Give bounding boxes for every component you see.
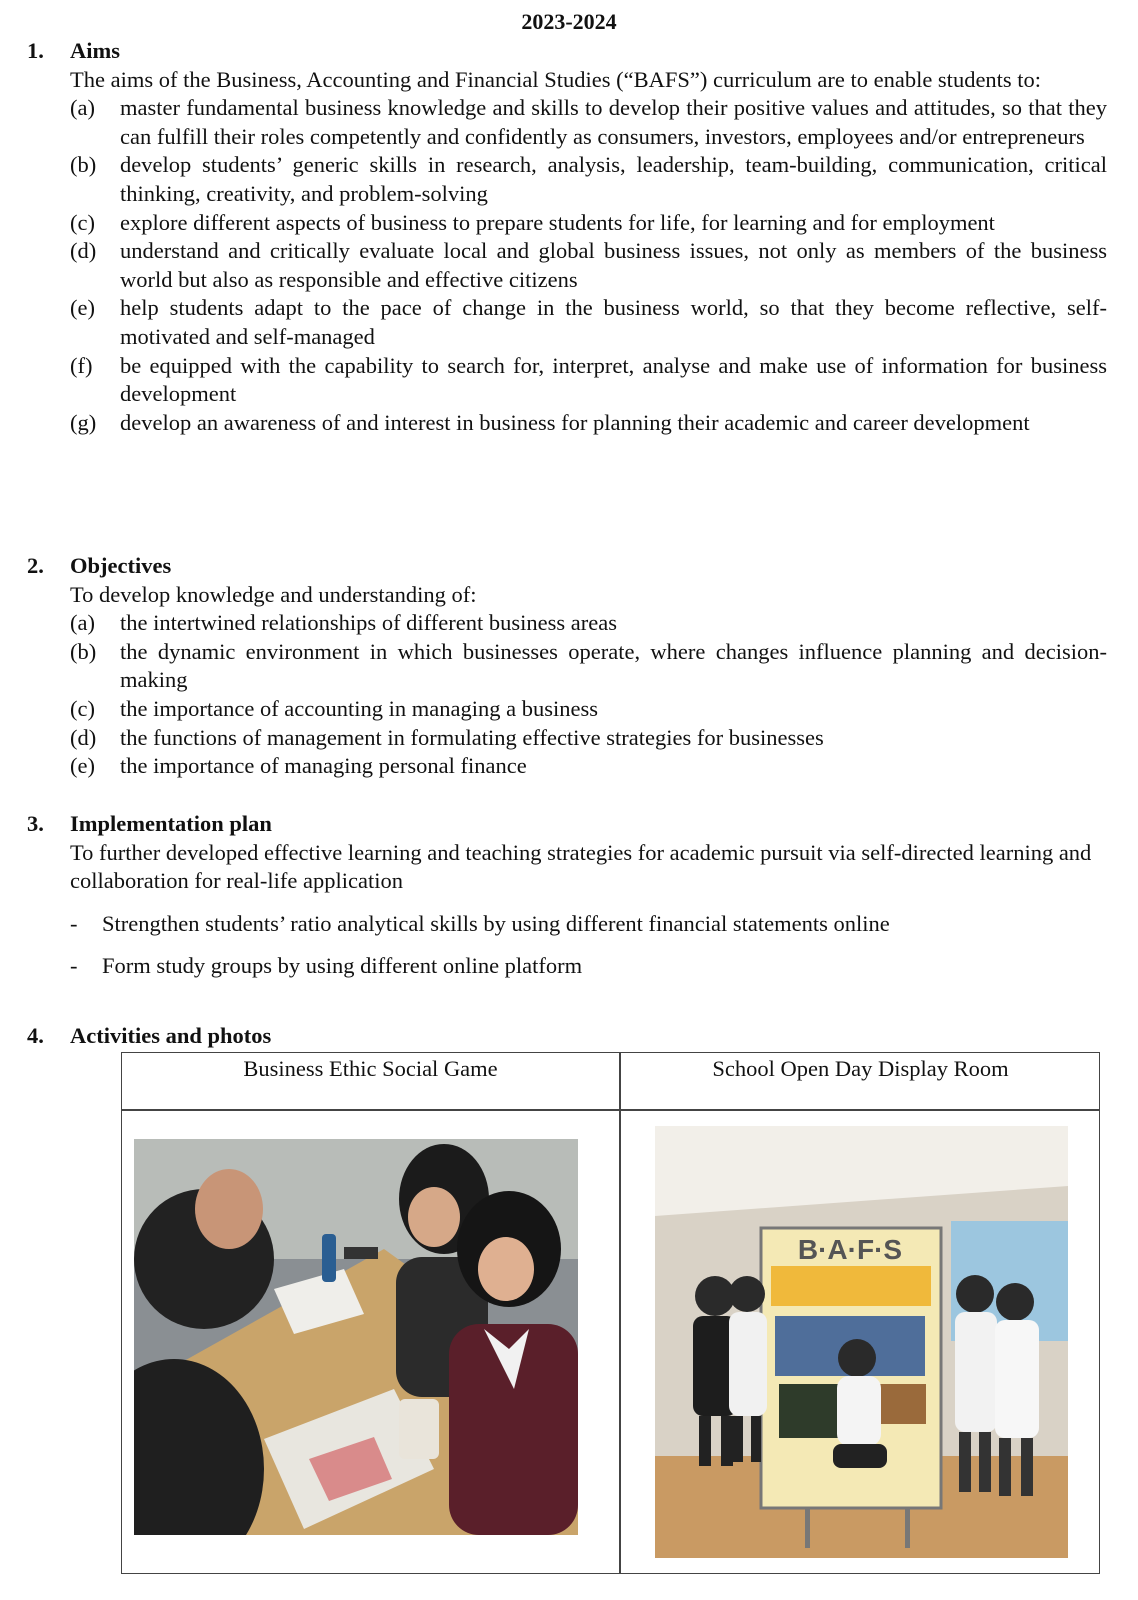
item-label: (e) bbox=[70, 295, 95, 321]
item-label: (d) bbox=[70, 724, 97, 750]
item-label: (c) bbox=[70, 695, 95, 721]
item-text: the functions of management in formulating effective strategies for businesses bbox=[120, 724, 824, 750]
section-title: Activities and photos bbox=[70, 1023, 272, 1048]
activities-photo-table bbox=[121, 1052, 1100, 1574]
item-text: the importance of managing personal finance bbox=[120, 753, 527, 779]
bullet-text: Strengthen students’ ratio analytical skills by using different financial statements online bbox=[102, 910, 890, 936]
section-number: 1. bbox=[27, 38, 44, 63]
aims-heading bbox=[27, 37, 1107, 66]
item-text: the importance of accounting in managing a business bbox=[120, 695, 598, 721]
caption-open-day-display: School Open Day Display Room bbox=[712, 1056, 1009, 1081]
table-divider bbox=[122, 1109, 1099, 1111]
bullet-dash: - bbox=[70, 953, 78, 979]
item-label: (b) bbox=[70, 152, 97, 178]
aims-item-g bbox=[70, 409, 1107, 438]
bafs-board-title: B·A·F·S bbox=[797, 1234, 903, 1265]
aims-intro: The aims of the Business, Accounting and Financial Studies (“BAFS”) curriculum are to enable students to: bbox=[70, 66, 1042, 92]
item-label: (b) bbox=[70, 638, 97, 664]
activities-section bbox=[27, 1022, 1107, 1051]
section-title: Objectives bbox=[70, 553, 172, 578]
item-label: (c) bbox=[70, 209, 95, 235]
item-text: understand and critically evaluate local and global business issues, not only as members of the business world but also as responsible and effective citizens bbox=[120, 238, 1107, 292]
implementation-bullet bbox=[70, 910, 1107, 939]
bullet-text: Form study groups by using different online platform bbox=[102, 953, 583, 979]
implementation-bullet bbox=[70, 952, 1107, 981]
table-divider bbox=[619, 1053, 621, 1573]
photo-business-ethic-game-image bbox=[134, 1139, 578, 1535]
item-label: (g) bbox=[70, 409, 97, 435]
item-text: explore different aspects of business to prepare students for life, for learning and for employment bbox=[120, 209, 995, 235]
section-title: Implementation plan bbox=[70, 811, 272, 836]
aims-item-c bbox=[70, 209, 1107, 238]
item-label: (d) bbox=[70, 238, 97, 264]
implementation-intro: To further developed effective learning and teaching strategies for academic pursuit via self-directed learning and collaboration for real-life application bbox=[70, 839, 1092, 894]
section-number: 4. bbox=[27, 1023, 44, 1048]
bullet-dash: - bbox=[70, 910, 78, 936]
activities-heading bbox=[27, 1022, 1107, 1051]
item-text: the intertwined relationships of different business areas bbox=[120, 610, 617, 636]
item-text: master fundamental business knowledge and skills to develop their positive values and attitudes, so that they can fulfill their roles competently and confidently as consumers, investors, employees and/or entrepreneurs bbox=[120, 95, 1107, 149]
objectives-item-d bbox=[70, 724, 1107, 753]
objectives-item-e bbox=[70, 752, 1107, 781]
section-number: 2. bbox=[27, 553, 44, 578]
objectives-item-a bbox=[70, 609, 1107, 638]
section-title: Aims bbox=[70, 38, 120, 63]
item-label: (e) bbox=[70, 753, 95, 779]
item-label: (a) bbox=[70, 95, 95, 121]
caption-business-ethic-game: Business Ethic Social Game bbox=[243, 1056, 498, 1081]
section-number: 3. bbox=[27, 811, 44, 836]
item-text: help students adapt to the pace of change in the business world, so that they become reflective, self-motivated and self-managed bbox=[120, 295, 1107, 349]
item-text: develop students’ generic skills in research, analysis, leadership, team-building, communication, critical thinking, creativity, and problem-solving bbox=[120, 152, 1107, 206]
item-text: the dynamic environment in which businesses operate, where changes influence planning and decision-making bbox=[120, 638, 1107, 693]
item-text: be equipped with the capability to search for, interpret, analyse and make use of information for business development bbox=[120, 352, 1107, 407]
item-label: (a) bbox=[70, 610, 95, 636]
aims-item-a bbox=[70, 94, 1107, 151]
aims-item-b bbox=[70, 151, 1107, 208]
objectives-heading bbox=[27, 552, 1107, 581]
aims-item-d bbox=[70, 237, 1107, 294]
implementation-section bbox=[27, 810, 1107, 981]
objectives-item-c bbox=[70, 695, 1107, 724]
aims-section bbox=[27, 37, 1107, 437]
aims-item-f bbox=[70, 352, 1107, 409]
item-label: (f) bbox=[70, 352, 93, 378]
item-text: develop an awareness of and interest in business for planning their academic and career development bbox=[120, 409, 1030, 435]
photo-business-ethic-game bbox=[134, 1139, 578, 1535]
photo-open-day-display-image bbox=[655, 1126, 1068, 1558]
document-year: 2023-2024 bbox=[521, 9, 617, 34]
implementation-heading bbox=[27, 810, 1107, 839]
objectives-item-b bbox=[70, 638, 1107, 695]
aims-item-e bbox=[70, 294, 1107, 351]
photo-open-day-display bbox=[655, 1126, 1068, 1558]
objectives-intro: To develop knowledge and understanding of: bbox=[70, 581, 477, 607]
objectives-section bbox=[27, 552, 1107, 781]
